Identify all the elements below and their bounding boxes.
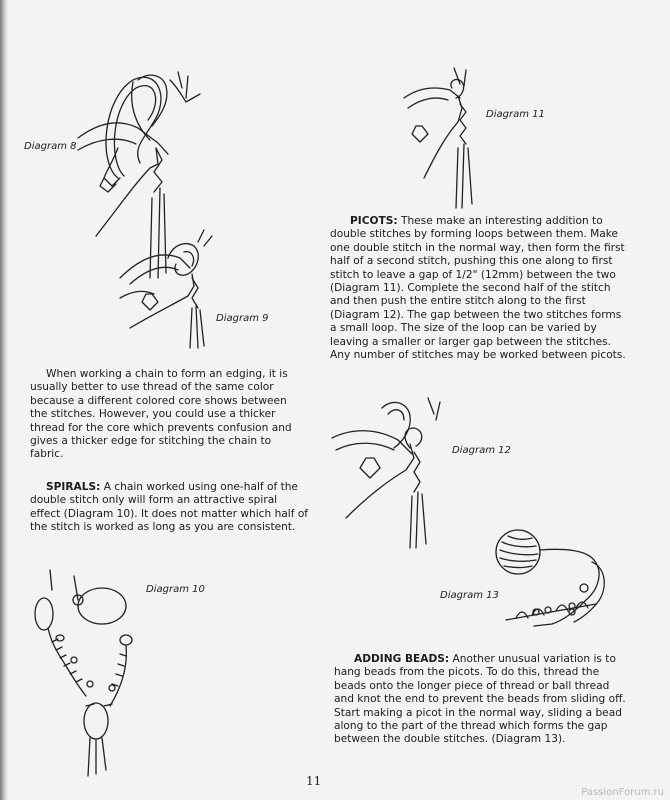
diagram-9-label: Diagram 9 <box>216 313 269 324</box>
page-number: 11 <box>306 774 322 788</box>
diagram-10-label: Diagram 10 <box>146 584 205 595</box>
diagram-11-illustration <box>404 68 484 208</box>
diagram-10-illustration <box>30 566 150 776</box>
page-binding-edge <box>0 0 8 800</box>
diagram-13-beaded-stitches <box>506 590 602 630</box>
diagram-12-illustration <box>332 398 452 548</box>
picots-heading: PICOTS: <box>350 215 398 227</box>
spirals-text: A chain worked using one-half of the double stitch only will form an attractive spiral effect (Diagram 10). It does not matter which half of the stitch is worked as long as you are consistent. <box>30 481 309 534</box>
spirals-paragraph <box>30 481 310 535</box>
watermark-text: PassionForum.ru <box>581 787 664 798</box>
diagram-11-label: Diagram 11 <box>486 109 545 120</box>
diagram-9-illustration <box>120 228 230 348</box>
picots-paragraph <box>330 215 628 362</box>
diagram-8-label: Diagram 8 <box>24 141 77 152</box>
diagram-12-label: Diagram 12 <box>452 445 511 456</box>
diagram-13-label: Diagram 13 <box>440 590 499 601</box>
picots-text: These make an interesting addition to double stitches by forming loops between them. Make one double stitch in the normal way, then form the first half of a second stitch, pushing this one along to first stitch to leave a gap of 1/2" (12mm) between the two (Diagram 11). Complete the second half of the stitch and then push the entire stitch along to the first (Diagram 12). The gap between the two stitches forms a small loop. The size of the loop can be varied by leaving a smaller or larger gap between the stitches. Any number of stitches may be worked between picots. <box>330 215 626 362</box>
chain-edging-paragraph: When working a chain to form an edging, it is usually better to use thread of the same color because a different colored core shows between the stitches. However, you could use a thicker thread for the core which prevents confusion and gives a thicker edge for stitching the chain to fabric. <box>30 368 292 461</box>
adding-beads-heading: ADDING BEADS: <box>354 653 450 665</box>
spirals-heading: SPIRALS: <box>46 481 101 493</box>
adding-beads-text: Another unusual variation is to hang beads from the picots. To do this, thread the beads onto the longer piece of thread or ball thread and knot the end to prevent the beads from sliding off. Start making a picot in the normal way, sliding a bead along to the part of the thread which forms the gap between the double stitches. (Diagram 13). <box>334 653 626 746</box>
adding-beads-paragraph <box>334 653 630 747</box>
